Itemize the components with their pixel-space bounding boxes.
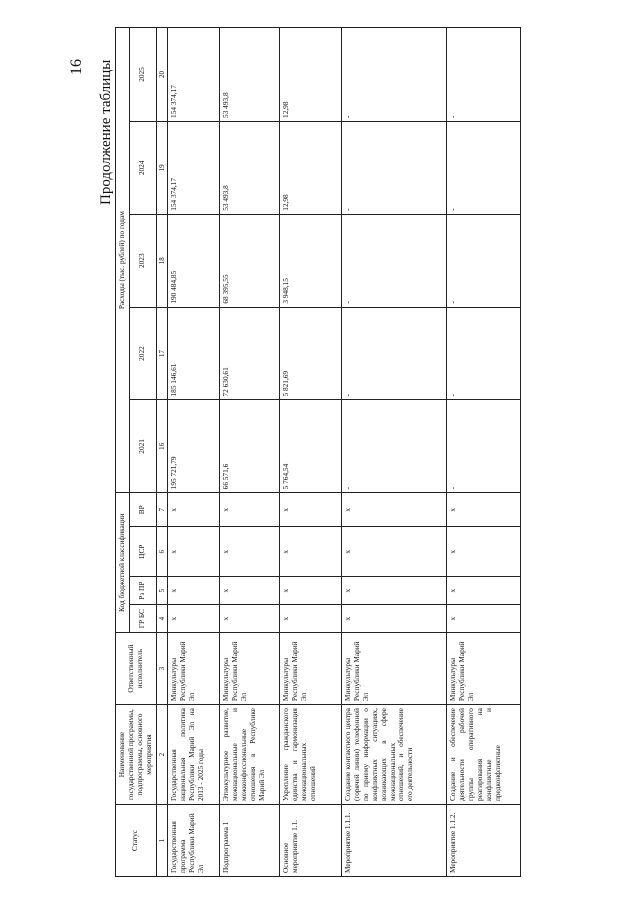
header-status: Статус <box>116 805 157 877</box>
row-value-2021: 66 571,6 <box>220 400 280 493</box>
row-rzpr: х <box>447 577 521 605</box>
header-year-2025: 2025 <box>129 28 156 122</box>
col-number: 4 <box>156 605 168 633</box>
row-status: Мероприятие 1.1.2. <box>447 805 521 877</box>
row-rzpr: х <box>342 577 447 605</box>
col-number: 7 <box>156 493 168 527</box>
row-csr: х <box>220 527 280 577</box>
header-grbs: ГР БС <box>129 605 156 633</box>
header-year-2024: 2024 <box>129 121 156 214</box>
row-value-2021: - <box>342 400 447 493</box>
row-csr: х <box>168 527 220 577</box>
row-vr: х <box>342 493 447 527</box>
row-name: Создание контактного центра (горячей линии) телефонной по приему информации о конфликтных ситуациях, возникающих в сфере межнациональных отношений, и обеспечение его деятельности <box>342 705 447 805</box>
row-value-2025: 154 374,17 <box>168 28 220 122</box>
row-value-2023: - <box>342 214 447 307</box>
col-number: 20 <box>156 28 168 122</box>
header-executor: Ответственный исполнитель <box>116 633 157 705</box>
row-executor: Минкультуры Республики Марий Эл <box>342 633 447 705</box>
header-vr: ВР <box>129 493 156 527</box>
row-vr: х <box>280 493 342 527</box>
row-executor: Минкультуры Республики Марий Эл <box>168 633 220 705</box>
row-value-2024: 12,98 <box>280 121 342 214</box>
table-row <box>342 28 447 877</box>
column-number-row <box>156 28 168 877</box>
row-value-2022: - <box>447 307 521 400</box>
row-executor: Минкультуры Республики Марий Эл <box>447 633 521 705</box>
row-rzpr: х <box>220 577 280 605</box>
row-value-2025: - <box>342 28 447 122</box>
row-grbs: х <box>220 605 280 633</box>
row-name: Создание и обеспечение деятельности рабочей группы оперативного реагирования на конфликтные и предконфликтные <box>447 705 521 805</box>
row-value-2023: - <box>447 214 521 307</box>
col-number: 1 <box>156 805 168 877</box>
row-value-2022: - <box>342 307 447 400</box>
row-csr: х <box>447 527 521 577</box>
header-expenses: Расходы (тыс. рублей) по годам <box>116 28 130 493</box>
row-grbs: х <box>342 605 447 633</box>
col-number: 3 <box>156 633 168 705</box>
row-executor: Минкультуры Республики Марий Эл <box>280 633 342 705</box>
row-value-2024: 53 493,8 <box>220 121 280 214</box>
col-number: 16 <box>156 400 168 493</box>
row-value-2025: 12,98 <box>280 28 342 122</box>
row-value-2024: - <box>447 121 521 214</box>
row-value-2022: 5 821,69 <box>280 307 342 400</box>
row-name: Укрепление гражданского единства и гармонизация межнациональных отношений <box>280 705 342 805</box>
header-name: Наименование государственной программы, подпрограммы, основного мероприятия <box>116 705 157 805</box>
row-executor: Минкультуры Республики Марий Эл <box>220 633 280 705</box>
row-value-2024: 154 374,17 <box>168 121 220 214</box>
header-year-2022: 2022 <box>129 307 156 400</box>
row-value-2021: 5 764,54 <box>280 400 342 493</box>
row-value-2022: 72 630,61 <box>220 307 280 400</box>
row-vr: х <box>168 493 220 527</box>
row-vr: х <box>220 493 280 527</box>
header-row-1 <box>116 28 130 877</box>
row-value-2025: - <box>447 28 521 122</box>
row-value-2023: 3 948,15 <box>280 214 342 307</box>
row-status: Государственная программа Республики Марий Эл <box>168 805 220 877</box>
row-name: Этнокультурное развитие, межнациональные и межконфессиональные отношения в Республике Марий Эл <box>220 705 280 805</box>
table-row <box>447 28 521 877</box>
row-value-2023: 190 484,85 <box>168 214 220 307</box>
header-rzpr: Рз ПР <box>129 577 156 605</box>
row-value-2022: 185 146,61 <box>168 307 220 400</box>
table-row <box>220 28 280 877</box>
col-number: 2 <box>156 705 168 805</box>
row-value-2021: 195 721,79 <box>168 400 220 493</box>
row-value-2021: - <box>447 400 521 493</box>
row-status: Мероприятие 1.1.1. <box>342 805 447 877</box>
row-grbs: х <box>280 605 342 633</box>
table-row <box>168 28 220 877</box>
header-budget-code: Код бюджетной классификации <box>116 493 130 633</box>
header-csr: ЦСР <box>129 527 156 577</box>
col-number: 17 <box>156 307 168 400</box>
header-year-2021: 2021 <box>129 400 156 493</box>
row-value-2025: 53 493,8 <box>220 28 280 122</box>
row-vr: х <box>447 493 521 527</box>
budget-table <box>115 27 521 877</box>
col-number: 6 <box>156 527 168 577</box>
row-grbs: х <box>168 605 220 633</box>
col-number: 19 <box>156 121 168 214</box>
header-year-2023: 2023 <box>129 214 156 307</box>
row-csr: х <box>280 527 342 577</box>
row-grbs: х <box>447 605 521 633</box>
page-number: 16 <box>68 59 85 75</box>
table-row <box>280 28 342 877</box>
row-rzpr: х <box>168 577 220 605</box>
row-status: Основное мероприятие 1.1. <box>280 805 342 877</box>
row-status: Подпрограмма 1 <box>220 805 280 877</box>
table-continuation-caption: Продолжение таблицы <box>98 59 114 205</box>
col-number: 18 <box>156 214 168 307</box>
row-value-2024: - <box>342 121 447 214</box>
row-value-2023: 68 395,55 <box>220 214 280 307</box>
row-csr: х <box>342 527 447 577</box>
col-number: 5 <box>156 577 168 605</box>
row-rzpr: х <box>280 577 342 605</box>
row-name: Государственная национальная политика Республики Марий Эл на 2013 - 2025 годы <box>168 705 220 805</box>
